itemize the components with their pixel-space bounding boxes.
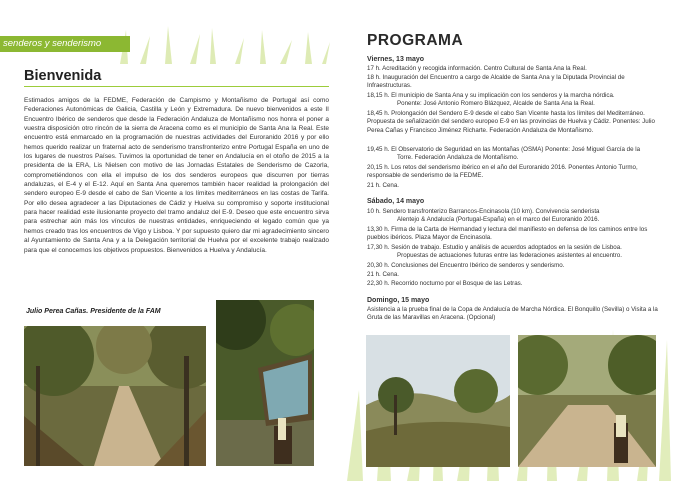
program-item: 21 h. Cena. <box>367 182 399 189</box>
program-item-main: 19,45 h. El Observatorio de Seguridad en las Montañas (OSMA) Ponente: José Miguel García de la <box>367 146 641 153</box>
trail-sign-image <box>216 300 314 466</box>
section-tag: senderos y senderismo <box>0 36 130 52</box>
program-item-sub: Ponente: José Antonio Romero Blázquez, Alcalde de Santa Ana la Real. <box>397 100 595 108</box>
signature: Julio Perea Cañas. Presidente de la FAM <box>26 308 161 315</box>
day-saturday-label: Sábado, 14 mayo <box>367 198 425 205</box>
hillside-photo <box>366 335 510 467</box>
program-heading: PROGRAMA <box>367 32 464 49</box>
program-item-sub: Alentejo & Andalucía (Portugal-España) en el marco del Euroranido 2016. <box>397 216 600 224</box>
program-item: 13,30 h. Firma de la Carta de Hermandad y lectura del manifiesto en defensa de los caminos entre los pueblos ibéricos. Plaza Mayor de Encinasola. <box>367 226 648 242</box>
forest-path-photo <box>24 326 206 466</box>
program-item <box>367 92 667 109</box>
program-item: 22,30 h. Recorrido nocturno por el Bosque de las Letras. <box>367 280 523 287</box>
program-item-sub: Torre. Federación Andaluza de Montañismo. <box>397 154 519 162</box>
program-item: 20,15 h. Los retos del senderismo ibérico en el año del Euroranido 2016. Ponentes Antonio Turmo, responsable de senderismo de la FEDME. <box>367 164 638 180</box>
program-item <box>367 146 667 163</box>
day-friday-label: Viernes, 13 mayo <box>367 56 425 63</box>
program-item: 20,30 h. Conclusiones del Encuentro Ibérico de senderos y senderismo. <box>367 262 565 269</box>
trail-sign-photo <box>216 300 314 466</box>
day-sunday-label: Domingo, 15 mayo <box>367 297 430 304</box>
hillside-image <box>366 335 510 467</box>
program-item <box>367 208 667 225</box>
program-item <box>367 244 667 261</box>
forest-trail-image <box>518 335 656 467</box>
program-item: 21 h. Cena. <box>367 271 399 278</box>
program-item: 17 h. Acreditación y recogida información. Centro Cultural de Santa Ana la Real. <box>367 65 587 72</box>
program-item: Asistencia a la prueba final de la Copa de Andalucía de Marcha Nórdica. El Bonquillo (Sevilla) o Visita a la Gruta de las Maravillas en Aracena. (Opcional) <box>367 306 658 322</box>
welcome-text: Estimados amigos de la FEDME, Federación de Campismo y Montañismo de Portugal así como Federaciones Autonómicas de Galicia, Castilla y León y Extremadura. De nuevo bienvenidos a este II Encuentro Ibérico de senderos que desde la Federación Andaluza de Montañismo nos honra el poner a vuestra disposición otro rincón de la sierra de Aracena como es el municipio de Santa Ana la Real. Este encuentro está enmarcado en la programación de nuestras actividades del Euroranido 2016 y por ello hemos querido realizar un fraternal acto de senderismo transfronterizo entre Portugal España en uno de los lugares de nuestros Países. Tuvimos la oportunidad de tener en Andalucía en el otoño de 2015 a la presidenta de la ERA, Lis Nielsen con motivo de las Jornadas Estatales de Senderismo de Cazorla, comprometiéndonos con ella el impulso de los dos senderos europeos que discurren por tierras andaluzas, el E-4 y el E-12. Aquí en Santa Ana queremos también hacer realidad la prolongación del sendero europeo E-9 desde el cabo de San Vicente a los límites mediterráneos en las costas de Tarifa. Por ello desea agradecer a las Diputaciones de Cádiz y Huelva su compromiso y soporte institucional para hacer realidad este ilusionante proyecto del tramo andaluz del E-9. Deseo que este encuentro sirva para estrechar aún más los vínculos de nuestras entidades, enriqueciendo el legado común que ya hemos creado tras los encuentros de Vigo y Lisboa. Y por supuesto quiero dar mi agradecimiento sincero al Ayuntamiento de Santa Ana y a la Delegación territorial de Huelva por el excelente trabajo realizado para que el conocemos los objetivos propuestos. Bienvenidos a Huelva y Andalucía. <box>24 97 329 254</box>
program-item-main: 18,15 h. El municipio de Santa Ana y su implicación con los senderos y la marcha nórdica. <box>367 92 615 99</box>
program-item: 18 h. Inauguración del Encuentro a cargo de Alcalde de Santa Ana y la Diputada Provincial de Infraestructuras. <box>367 74 625 90</box>
forest-path-image <box>24 326 206 466</box>
heading-underline <box>24 86 329 87</box>
program-item-sub: Propuestas de actuaciones futuras entre las federaciones asistentes al encuentro. <box>397 252 622 260</box>
program-item-main: 17,30 h. Sesión de trabajo. Estudio y análisis de acuerdos adoptados en la sesión de Lisboa. <box>367 244 622 251</box>
welcome-heading: Bienvenida <box>24 68 102 84</box>
program-item: 18,45 h. Prolongación del Sendero E-9 desde el cabo San Vicente hasta los límites del Mediterráneo. Propuesta de señalización del sendero europeo E-9 en las provincias de Huelva y Cádiz. Ponentes: Julio Perea Cañas y Francisco Jiménez Richarte. Federación Andaluza de Montañismo. <box>367 110 655 134</box>
forest-trail-photo <box>518 335 656 467</box>
program-item-main: 10 h. Sendero transfronterizo Barrancos-Encinasola (10 km). Convivencia senderista <box>367 208 600 215</box>
